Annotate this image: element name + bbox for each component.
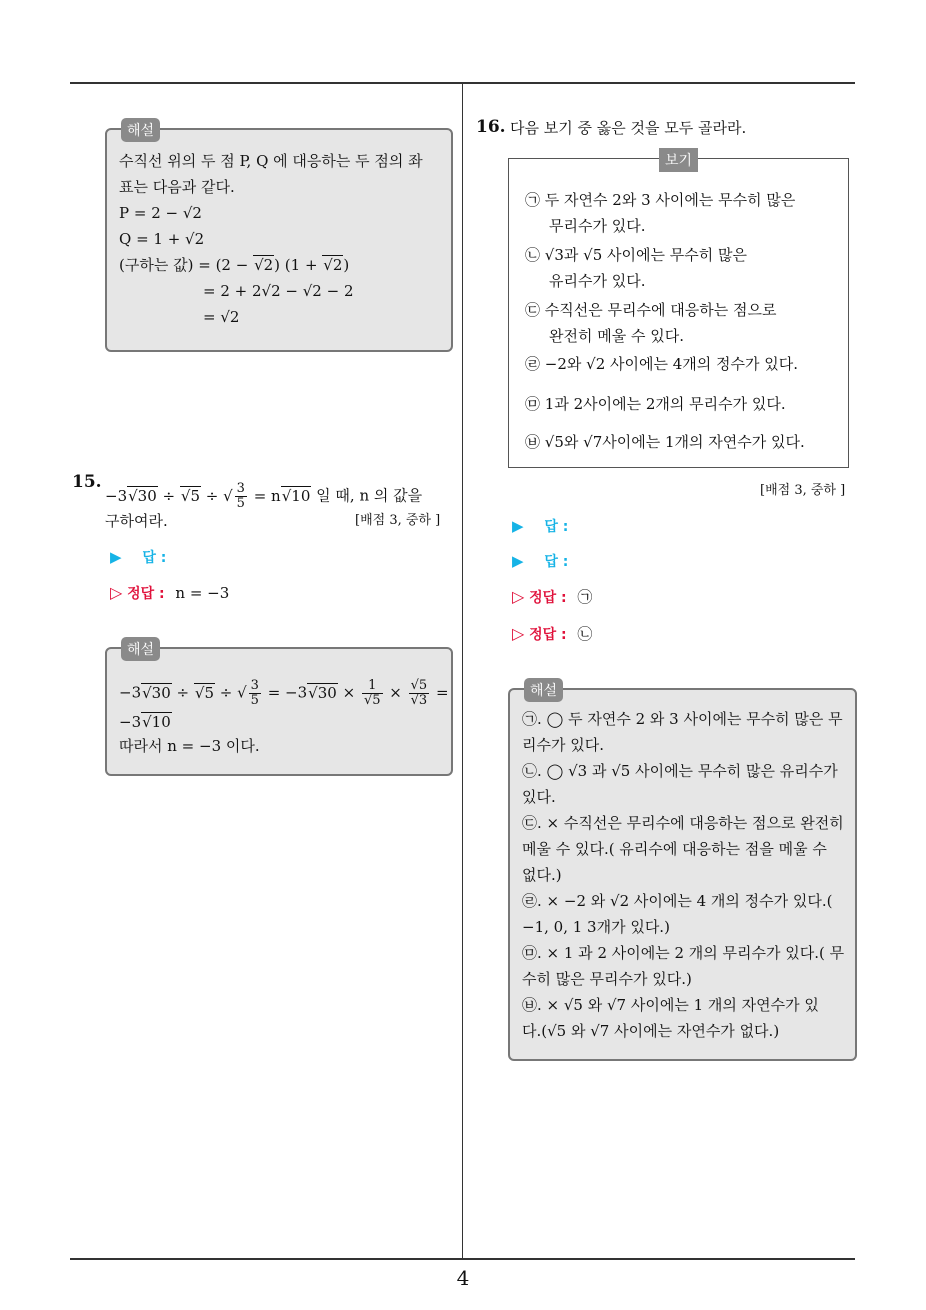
q16-expl-line: 다.(√5 와 √7 사이에는 자연수가 없다.) bbox=[522, 1022, 780, 1040]
bogi-item-4: ㉣ −2와 √2 사이에는 4개의 정수가 있다. bbox=[525, 355, 799, 373]
q16-expl-line: 수히 많은 무리수가 있다.) bbox=[522, 970, 692, 988]
q15-correct-label: 정답 : bbox=[127, 586, 165, 602]
bogi-item-3: ㉢ 수직선은 무리수에 대응하는 점으로 bbox=[525, 301, 777, 319]
q14-expl-calc2: = 2 + 2√2 − √2 − 2 bbox=[203, 282, 354, 300]
bogi-item-1: ㉠ 두 자연수 2와 3 사이에는 무수히 많은 bbox=[525, 191, 796, 209]
q16-expl-line: 리수가 있다. bbox=[522, 736, 604, 754]
outline-arrow-icon: ▷ bbox=[110, 583, 123, 602]
q14-expl-p: P = 2 − √2 bbox=[119, 204, 202, 222]
q16-expl-line: 없다.) bbox=[522, 866, 562, 884]
q14-expl-q: Q = 1 + √2 bbox=[119, 230, 205, 248]
q14-expl-line1: 수직선 위의 두 점 P, Q 에 대응하는 두 점의 좌 bbox=[119, 152, 423, 170]
q15-question-line1 bbox=[105, 482, 422, 511]
q16-answer-row-1 bbox=[512, 515, 568, 538]
bogi-tag: 보기 bbox=[659, 148, 698, 172]
q16-answer-row-2 bbox=[512, 550, 568, 573]
explanation-tag: 해설 bbox=[121, 118, 160, 142]
q16-correct-label-1: 정답 : bbox=[529, 590, 567, 606]
q16-answer-label-1: 답 : bbox=[544, 519, 569, 535]
q16-correct-value-1: ㉠ bbox=[577, 588, 593, 606]
q15-correct-row bbox=[110, 582, 229, 605]
q15-score: [배점 3, 중하 ] bbox=[355, 513, 441, 528]
bogi-item-2: ㉡ √3과 √5 사이에는 무수히 많은 bbox=[525, 246, 747, 264]
q16-correct-row-2 bbox=[512, 623, 592, 646]
q16-expl-line: ㉥. × √5 와 √7 사이에는 1 개의 자연수가 있 bbox=[522, 996, 819, 1014]
q16-answer-label-2: 답 : bbox=[544, 554, 569, 570]
play-arrow-icon: ▶ bbox=[512, 552, 524, 570]
bogi-item-2-cont: 유리수가 있다. bbox=[549, 272, 646, 290]
bogi-item-6: ㉥ √5와 √7사이에는 1개의 자연수가 있다. bbox=[525, 433, 805, 451]
q16-expl-line: 있다. bbox=[522, 788, 556, 806]
page-number: 4 bbox=[456, 1266, 470, 1290]
q16-explanation-box bbox=[508, 683, 857, 1061]
q16-expl-line: ㉠. ◯ 두 자연수 2 와 3 사이에는 무수히 많은 무 bbox=[522, 710, 843, 728]
q16-correct-value-2: ㉡ bbox=[577, 625, 593, 643]
column-divider bbox=[462, 83, 463, 1259]
q16-score: [배점 3, 중하 ] bbox=[760, 483, 846, 498]
q16-number: 16. bbox=[476, 117, 506, 137]
calc1-prefix: (구하는 값) = bbox=[119, 256, 211, 274]
explanation-tag: 해설 bbox=[524, 678, 563, 702]
q16-correct-row-1 bbox=[512, 586, 592, 609]
bogi-item-5: ㉤ 1과 2사이에는 2개의 무리수가 있다. bbox=[525, 395, 786, 413]
play-arrow-icon: ▶ bbox=[512, 517, 524, 535]
q15-number: 15. bbox=[72, 472, 102, 492]
q16-expl-line: 메울 수 있다.( 유리수에 대응하는 점을 메울 수 bbox=[522, 840, 827, 858]
bogi-item-1-cont: 무리수가 있다. bbox=[549, 217, 646, 235]
outline-arrow-icon: ▷ bbox=[512, 587, 525, 606]
q16-expl-line: ㉣. × −2 와 √2 사이에는 4 개의 정수가 있다.( bbox=[522, 892, 833, 910]
q14-expl-calc1 bbox=[119, 254, 349, 276]
q15-question-tail: 일 때, n 의 값을 bbox=[316, 486, 423, 505]
q16-correct-label-2: 정답 : bbox=[529, 627, 567, 643]
play-arrow-icon: ▶ bbox=[110, 548, 122, 566]
q15-correct-value: n = −3 bbox=[175, 584, 230, 602]
q16-expl-line: −1, 0, 1 3개가 있다.) bbox=[522, 918, 670, 936]
outline-arrow-icon: ▷ bbox=[512, 624, 525, 643]
explanation-tag: 해설 bbox=[121, 637, 160, 661]
bogi-box bbox=[508, 153, 849, 468]
q16-expl-line: ㉡. ◯ √3 과 √5 사이에는 무수히 많은 유리수가 bbox=[522, 762, 838, 780]
q15-answer-label: 답 : bbox=[142, 550, 167, 566]
q15-expl-line3: 따라서 n = −3 이다. bbox=[119, 737, 260, 755]
q14-expl-line2: 표는 다음과 같다. bbox=[119, 178, 235, 196]
q15-explanation-box bbox=[105, 642, 453, 776]
q15-answer-row bbox=[110, 546, 166, 569]
q15-expression: −3√30 ÷ √5 ÷ √ $\frac{3}{5}$ = n√10 bbox=[105, 481, 311, 511]
q16-expl-line: ㉢. × 수직선은 무리수에 대응하는 점으로 완전히 bbox=[522, 814, 844, 832]
calc1-expr: (2 − √2) (1 + √2) bbox=[215, 256, 350, 274]
bogi-item-3-cont: 완전히 메울 수 있다. bbox=[549, 327, 684, 345]
q15-expl-line2: −3√10 bbox=[119, 713, 171, 731]
q14-explanation-box bbox=[105, 123, 453, 352]
q15-expl-line1: −3√30 ÷ √5 ÷ √ $\frac{3}{5}$ = −3√30 × $\frac{1}{√5}$ × $\frac{√5}{√3}$ = bbox=[119, 678, 449, 708]
bottom-rule bbox=[70, 1258, 855, 1260]
q16-question: 다음 보기 중 옳은 것을 모두 골라라. bbox=[510, 119, 747, 137]
q15-question-line2: 구하여라. bbox=[105, 512, 168, 530]
fraction: $\frac{3}{5}$ bbox=[236, 481, 245, 511]
q14-expl-calc3: = √2 bbox=[203, 308, 240, 326]
q16-expl-line: ㉤. × 1 과 2 사이에는 2 개의 무리수가 있다.( 무 bbox=[522, 944, 845, 962]
